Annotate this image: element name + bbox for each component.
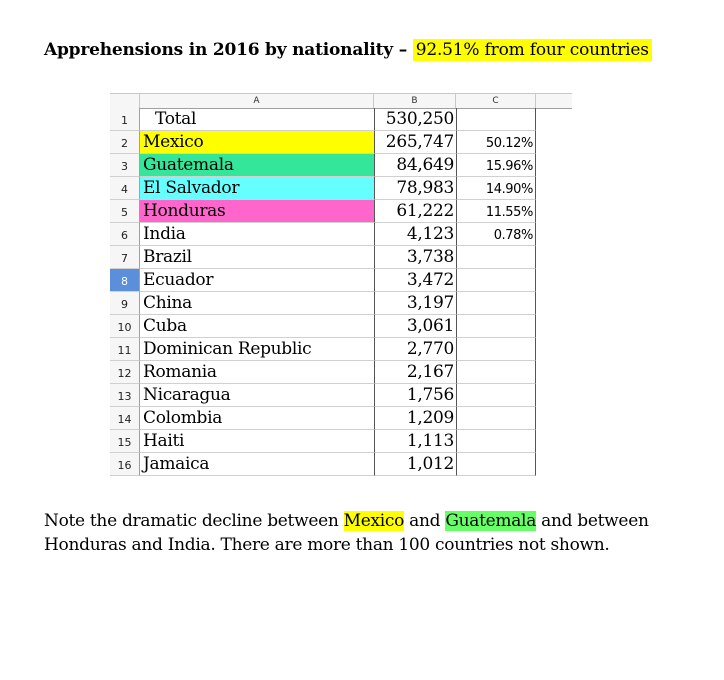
table-row <box>110 315 572 338</box>
cell-apprehensions[interactable]: 78,983 <box>374 177 456 200</box>
note-text-3: and between Honduras and India. There are more than 100 countries not shown. <box>44 511 649 555</box>
row-number[interactable]: 12 <box>110 361 140 384</box>
heading-text: Apprehensions in 2016 by nationality – <box>44 40 413 60</box>
table-row <box>110 223 572 246</box>
note-paragraph <box>44 509 684 557</box>
row-number[interactable]: 1 <box>110 108 140 131</box>
row-number[interactable]: 2 <box>110 131 140 154</box>
row-number[interactable]: 7 <box>110 246 140 269</box>
row-number[interactable]: 13 <box>110 384 140 407</box>
cell-apprehensions[interactable]: 530,250 <box>374 108 456 131</box>
cell-percentage[interactable] <box>456 384 536 407</box>
table-row <box>110 200 572 223</box>
cell-nationality[interactable]: Brazil <box>140 246 374 269</box>
cell-nationality[interactable]: Haiti <box>140 430 374 453</box>
table-row <box>110 108 572 131</box>
cell-nationality[interactable]: Colombia <box>140 407 374 430</box>
table-row <box>110 338 572 361</box>
cell-percentage[interactable] <box>456 453 536 476</box>
table-row <box>110 361 572 384</box>
row-number[interactable]: 16 <box>110 453 140 476</box>
table-row <box>110 453 572 476</box>
note-text-1: Note the dramatic decline between <box>44 511 344 531</box>
cell-nationality[interactable]: Mexico <box>140 131 374 154</box>
column-header-c[interactable]: C <box>456 94 536 108</box>
cell-apprehensions[interactable]: 84,649 <box>374 154 456 177</box>
cell-nationality[interactable]: Guatemala <box>140 154 374 177</box>
cell-percentage[interactable]: 15.96% <box>456 154 536 177</box>
cell-nationality[interactable]: Ecuador <box>140 269 374 292</box>
table-row <box>110 246 572 269</box>
cell-apprehensions[interactable]: 61,222 <box>374 200 456 223</box>
cell-percentage[interactable]: 11.55% <box>456 200 536 223</box>
cell-percentage[interactable]: 14.90% <box>456 177 536 200</box>
cell-nationality[interactable]: Nicaragua <box>140 384 374 407</box>
row-number[interactable]: 10 <box>110 315 140 338</box>
cell-percentage[interactable] <box>456 292 536 315</box>
cell-apprehensions[interactable]: 3,472 <box>374 269 456 292</box>
cell-percentage[interactable]: 50.12% <box>456 131 536 154</box>
cell-nationality[interactable]: India <box>140 223 374 246</box>
cell-apprehensions[interactable]: 3,197 <box>374 292 456 315</box>
row-number[interactable]: 9 <box>110 292 140 315</box>
table-row <box>110 131 572 154</box>
row-number[interactable]: 15 <box>110 430 140 453</box>
note-highlight-mexico: Mexico <box>343 511 405 531</box>
table-row <box>110 430 572 453</box>
cell-percentage[interactable] <box>456 269 536 292</box>
cell-percentage[interactable] <box>456 338 536 361</box>
cell-nationality[interactable]: Cuba <box>140 315 374 338</box>
table-row <box>110 177 572 200</box>
cell-apprehensions[interactable]: 3,061 <box>374 315 456 338</box>
cell-nationality[interactable]: Total <box>140 108 374 131</box>
cell-percentage[interactable] <box>456 315 536 338</box>
row-number[interactable]: 6 <box>110 223 140 246</box>
cell-nationality[interactable]: Romania <box>140 361 374 384</box>
table-row <box>110 384 572 407</box>
note-text-2: and <box>404 511 446 531</box>
cell-apprehensions[interactable]: 1,113 <box>374 430 456 453</box>
table-row <box>110 269 572 292</box>
cell-percentage[interactable] <box>456 407 536 430</box>
column-header-row <box>110 93 572 109</box>
note-highlight-guatemala: Guatemala <box>445 511 537 531</box>
heading-highlight: 92.51% from four countries <box>413 39 652 61</box>
cell-nationality[interactable]: Dominican Republic <box>140 338 374 361</box>
table-row <box>110 154 572 177</box>
table-row <box>110 407 572 430</box>
row-number[interactable]: 5 <box>110 200 140 223</box>
cell-nationality[interactable]: Honduras <box>140 200 374 223</box>
cell-percentage[interactable]: 0.78% <box>456 223 536 246</box>
cell-percentage[interactable] <box>456 108 536 131</box>
cell-apprehensions[interactable]: 1,756 <box>374 384 456 407</box>
cell-apprehensions[interactable]: 2,770 <box>374 338 456 361</box>
cell-apprehensions[interactable]: 1,209 <box>374 407 456 430</box>
corner-cell[interactable] <box>110 94 140 108</box>
cell-apprehensions[interactable]: 1,012 <box>374 453 456 476</box>
column-header-b[interactable]: B <box>374 94 456 108</box>
row-number[interactable]: 3 <box>110 154 140 177</box>
cell-nationality[interactable]: China <box>140 292 374 315</box>
page-heading <box>44 40 652 60</box>
cell-apprehensions[interactable]: 265,747 <box>374 131 456 154</box>
cell-percentage[interactable] <box>456 246 536 269</box>
cell-nationality[interactable]: Jamaica <box>140 453 374 476</box>
row-number[interactable]: 4 <box>110 177 140 200</box>
cell-apprehensions[interactable]: 3,738 <box>374 246 456 269</box>
column-header-a[interactable]: A <box>140 94 374 108</box>
spreadsheet <box>110 93 572 478</box>
row-number[interactable]: 14 <box>110 407 140 430</box>
cell-apprehensions[interactable]: 2,167 <box>374 361 456 384</box>
row-number[interactable]: 8 <box>110 269 140 292</box>
row-number[interactable]: 11 <box>110 338 140 361</box>
table-row <box>110 292 572 315</box>
cell-percentage[interactable] <box>456 430 536 453</box>
cell-apprehensions[interactable]: 4,123 <box>374 223 456 246</box>
cell-nationality[interactable]: El Salvador <box>140 177 374 200</box>
column-header-d[interactable] <box>536 94 572 108</box>
cell-percentage[interactable] <box>456 361 536 384</box>
